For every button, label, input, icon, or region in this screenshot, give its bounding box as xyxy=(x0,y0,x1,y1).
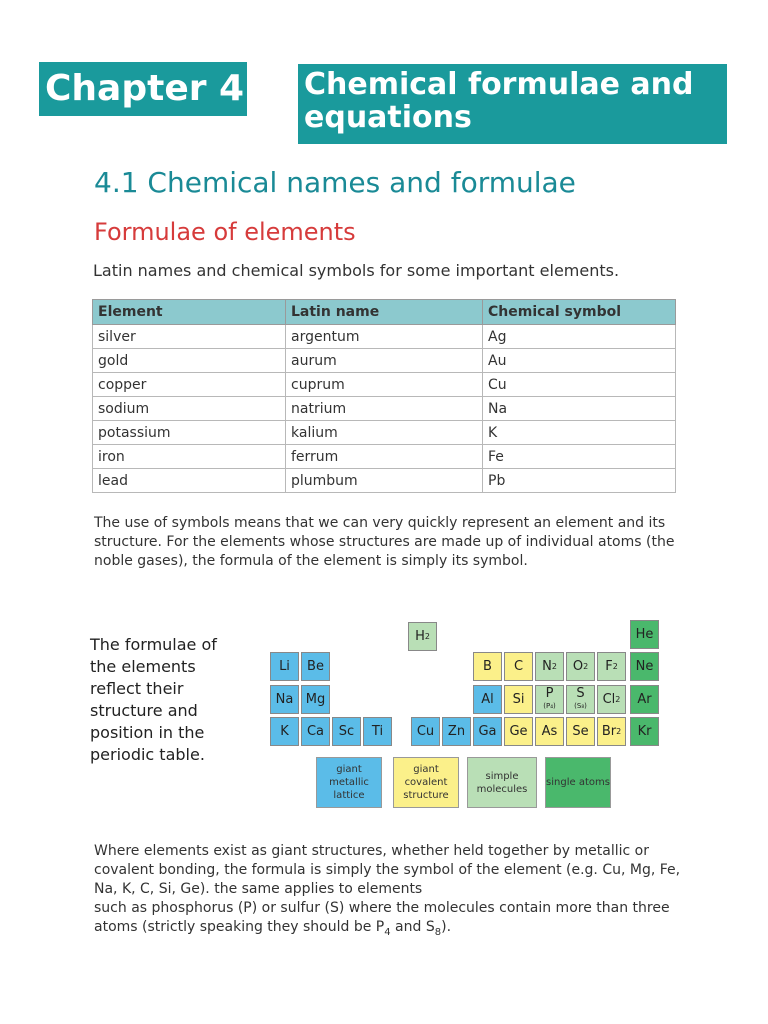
element-p: P (P₄) xyxy=(535,685,564,714)
table-cell: natrium xyxy=(286,397,483,421)
table-cell: Au xyxy=(483,349,676,373)
element-kr: Kr xyxy=(630,717,659,746)
element-o: O 2 xyxy=(566,652,595,681)
element-mg: Mg xyxy=(301,685,330,714)
table-cell: kalium xyxy=(286,421,483,445)
chapter-label: Chapter 4 xyxy=(39,62,247,116)
table-cell: silver xyxy=(93,325,286,349)
table-cell: ferrum xyxy=(286,445,483,469)
key-giant-covalent: giant covalent structure xyxy=(393,757,459,808)
table-cell: Cu xyxy=(483,373,676,397)
table-row xyxy=(93,397,676,421)
element-zn: Zn xyxy=(442,717,471,746)
element-ga: Ga xyxy=(473,717,502,746)
element-ti: Ti xyxy=(363,717,392,746)
table-cell: gold xyxy=(93,349,286,373)
element-be: Be xyxy=(301,652,330,681)
table-cell: argentum xyxy=(286,325,483,349)
table-cell: Na xyxy=(483,397,676,421)
element-li: Li xyxy=(270,652,299,681)
paragraph-giant-structures: Where elements exist as giant structures, whether held together by metallic or covalent bonding, the formula is simply the symbol of the element (e.g. Cu, Mg, Fe, Na, K, C, Si, Ge). the same applies to elements such as phosphorus (P) or sulfur (S) where the molecules contain more than three atoms (strictly speaking they should be $P_4$ and $S_8$). xyxy=(94,843,681,938)
element-s: S (S₈) xyxy=(566,685,595,714)
table-cell: aurum xyxy=(286,349,483,373)
section-heading: 4.1 Chemical names and formulae xyxy=(94,166,576,199)
element-se: Se xyxy=(566,717,595,746)
element-si: Si xyxy=(504,685,533,714)
sub-heading: Formulae of elements xyxy=(94,218,356,246)
element-ge: Ge xyxy=(504,717,533,746)
intro-text: Latin names and chemical symbols for some important elements. xyxy=(93,261,620,280)
table-cell: iron xyxy=(93,445,286,469)
table-row xyxy=(93,325,676,349)
table-row xyxy=(93,469,676,493)
element-c: C xyxy=(504,652,533,681)
table-cell: Pb xyxy=(483,469,676,493)
element-cl: Cl 2 xyxy=(597,685,626,714)
key-single-atoms: single atoms xyxy=(545,757,611,808)
element-n: N 2 xyxy=(535,652,564,681)
element-f: F 2 xyxy=(597,652,626,681)
table-row xyxy=(93,349,676,373)
table-cell: Fe xyxy=(483,445,676,469)
element-ca: Ca xyxy=(301,717,330,746)
table-cell: sodium xyxy=(93,397,286,421)
table-cell: lead xyxy=(93,469,286,493)
column-header: Element xyxy=(93,300,286,325)
element-k: K xyxy=(270,717,299,746)
table-row xyxy=(93,373,676,397)
table-cell: potassium xyxy=(93,421,286,445)
element-ar: Ar xyxy=(630,685,659,714)
element-ne: Ne xyxy=(630,652,659,681)
element-cu: Cu xyxy=(411,717,440,746)
paragraph-noble-gases: The use of symbols means that we can very quickly represent an element and its structure. For the elements whose structures are made up of individual atoms (the noble gases), the formula of the element is simply its symbol. xyxy=(94,515,675,569)
chapter-title: Chemical formulae and equations xyxy=(298,64,727,144)
table-cell: copper xyxy=(93,373,286,397)
table-row xyxy=(93,421,676,445)
table-row xyxy=(93,445,676,469)
element-al: Al xyxy=(473,685,502,714)
column-header: Latin name xyxy=(286,300,483,325)
elements-table xyxy=(92,299,676,493)
element-b: B xyxy=(473,652,502,681)
key-giant-metallic: giant metallic lattice xyxy=(316,757,382,808)
table-cell: Ag xyxy=(483,325,676,349)
element-as: As xyxy=(535,717,564,746)
table-cell: cuprum xyxy=(286,373,483,397)
table-cell: K xyxy=(483,421,676,445)
table-header-row xyxy=(93,300,676,325)
element-sc: Sc xyxy=(332,717,361,746)
element-he: He xyxy=(630,620,659,649)
table-cell: plumbum xyxy=(286,469,483,493)
element-na: Na xyxy=(270,685,299,714)
element-h: H 2 xyxy=(408,622,437,651)
side-caption: The formulae of the elements reflect their structure and position in the periodic table. xyxy=(90,635,217,764)
element-br: Br 2 xyxy=(597,717,626,746)
column-header: Chemical symbol xyxy=(483,300,676,325)
key-simple-molecules: simple molecules xyxy=(467,757,537,808)
